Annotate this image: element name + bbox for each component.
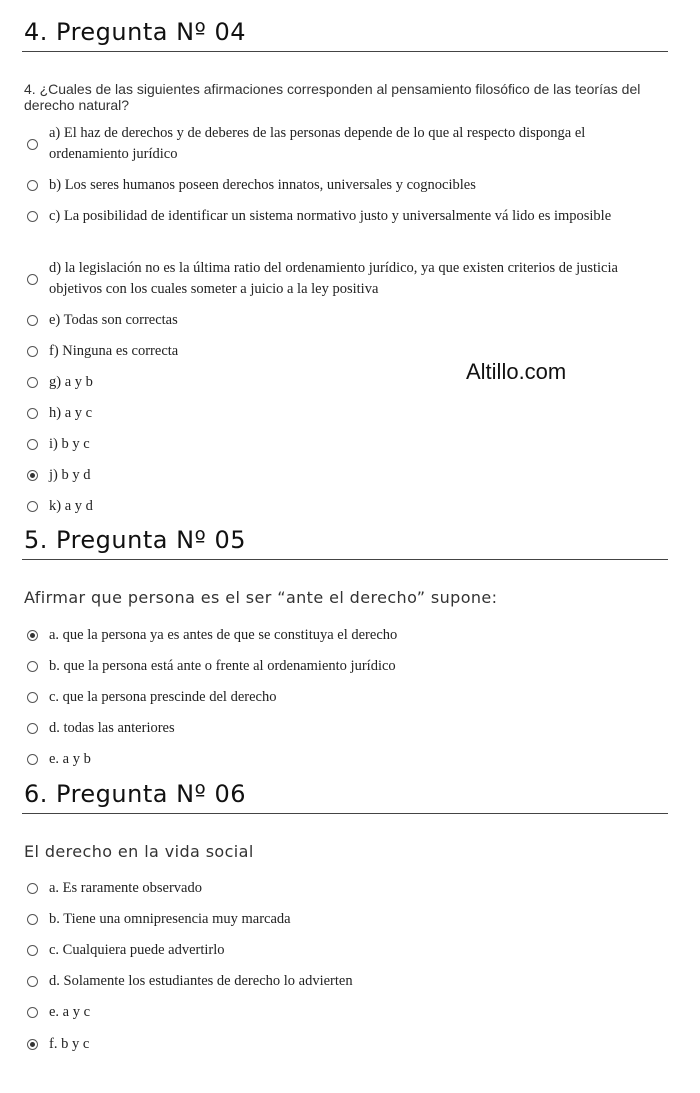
question-6-divider xyxy=(22,813,668,814)
q6-option-b-label: b. Tiene una omnipresencia muy marcada xyxy=(49,911,291,927)
q4-radio-i[interactable] xyxy=(27,439,38,450)
q4-option-k[interactable] xyxy=(24,496,664,517)
q4-radio-j[interactable] xyxy=(27,470,38,481)
q5-option-c[interactable] xyxy=(24,687,664,708)
q4-option-h-label: h) a y c xyxy=(49,405,93,421)
q4-option-i-label: i) b y c xyxy=(49,436,90,452)
q5-option-a-label: a. que la persona ya es antes de que se constituya el derecho xyxy=(49,627,398,643)
q6-option-f-label: f. b y c xyxy=(49,1036,90,1052)
q4-option-h[interactable] xyxy=(24,403,664,424)
q4-option-a-label: a) El haz de derechos y de deberes de las personas depende de lo que al respecto disponga el ordenamiento jurídico xyxy=(49,125,586,162)
q5-radio-a[interactable] xyxy=(27,630,38,641)
q4-option-j-label: j) b y d xyxy=(49,467,91,483)
q5-option-c-label: c. que la persona prescinde del derecho xyxy=(49,689,277,705)
question-4-divider xyxy=(22,51,668,52)
q5-option-d[interactable] xyxy=(24,718,664,739)
question-5-divider xyxy=(22,559,668,560)
q6-radio-d[interactable] xyxy=(27,976,38,987)
q4-radio-k[interactable] xyxy=(27,501,38,512)
q4-option-e[interactable] xyxy=(24,310,664,331)
q6-option-d-label: d. Solamente los estudiantes de derecho lo advierten xyxy=(49,973,353,989)
q6-radio-e[interactable] xyxy=(27,1007,38,1018)
q4-option-i[interactable] xyxy=(24,434,664,455)
q6-radio-a[interactable] xyxy=(27,883,38,894)
q4-option-g-label: g) a y b xyxy=(49,374,93,390)
q4-option-f[interactable] xyxy=(24,341,664,362)
q4-option-c-label: c) La posibilidad de identificar un sistema normativo justo y universalmente vá lido es imposible xyxy=(49,208,612,224)
q6-option-e[interactable] xyxy=(24,1002,664,1023)
question-4-text: 4. ¿Cuales de las siguientes afirmaciones corresponden al pensamiento filosófico de las teorías del derecho natural? xyxy=(24,81,641,113)
q4-radio-e[interactable] xyxy=(27,315,38,326)
q4-radio-h[interactable] xyxy=(27,408,38,419)
q4-radio-g[interactable] xyxy=(27,377,38,388)
q4-option-j[interactable] xyxy=(24,465,664,486)
q4-radio-d[interactable] xyxy=(27,274,38,285)
q6-option-c-label: c. Cualquiera puede advertirlo xyxy=(49,942,225,958)
q6-option-b[interactable] xyxy=(24,909,664,930)
q4-option-b[interactable] xyxy=(24,175,664,196)
q6-radio-b[interactable] xyxy=(27,914,38,925)
q6-radio-c[interactable] xyxy=(27,945,38,956)
q5-option-b[interactable] xyxy=(24,656,664,677)
q6-option-e-label: e. a y c xyxy=(49,1004,91,1020)
question-5-title: 5. Pregunta Nº 05 xyxy=(24,526,247,554)
q5-option-e[interactable] xyxy=(24,749,664,770)
q5-option-a[interactable] xyxy=(24,625,664,646)
q4-option-f-label: f) Ninguna es correcta xyxy=(49,343,179,359)
question-6-title: 6. Pregunta Nº 06 xyxy=(24,780,247,808)
q5-radio-e[interactable] xyxy=(27,754,38,765)
q4-option-d-label: d) la legislación no es la última ratio del ordenamiento jurídico, ya que existen criterios de justicia objetivos con los cuales someter a juicio a la ley positiva xyxy=(49,260,618,297)
q6-option-c[interactable] xyxy=(24,940,664,961)
question-6-text: El derecho en la vida social xyxy=(24,842,254,861)
q4-option-c[interactable] xyxy=(24,206,664,227)
q6-radio-f[interactable] xyxy=(27,1039,38,1050)
q4-option-d[interactable] xyxy=(24,258,664,300)
q4-radio-c[interactable] xyxy=(27,211,38,222)
q5-radio-d[interactable] xyxy=(27,723,38,734)
q5-radio-b[interactable] xyxy=(27,661,38,672)
q5-option-b-label: b. que la persona está ante o frente al ordenamiento jurídico xyxy=(49,658,396,674)
q4-option-k-label: k) a y d xyxy=(49,498,93,514)
q5-option-d-label: d. todas las anteriores xyxy=(49,720,175,736)
q6-option-d[interactable] xyxy=(24,971,664,992)
q4-radio-b[interactable] xyxy=(27,180,38,191)
q4-option-b-label: b) Los seres humanos poseen derechos innatos, universales y cognocibles xyxy=(49,177,476,193)
q6-option-f[interactable] xyxy=(24,1034,664,1055)
q4-option-g[interactable] xyxy=(24,372,664,393)
q6-option-a[interactable] xyxy=(24,878,664,899)
q4-option-e-label: e) Todas son correctas xyxy=(49,312,178,328)
q5-radio-c[interactable] xyxy=(27,692,38,703)
q5-option-e-label: e. a y b xyxy=(49,751,91,767)
q4-radio-f[interactable] xyxy=(27,346,38,357)
q6-option-a-label: a. Es raramente observado xyxy=(49,880,202,896)
question-4-title: 4. Pregunta Nº 04 xyxy=(24,18,247,46)
watermark-text: Altillo.com xyxy=(466,359,567,384)
q4-option-a[interactable] xyxy=(24,123,664,165)
q4-radio-a[interactable] xyxy=(27,139,38,150)
question-5-text: Afirmar que persona es el ser “ante el derecho” supone: xyxy=(24,588,498,607)
